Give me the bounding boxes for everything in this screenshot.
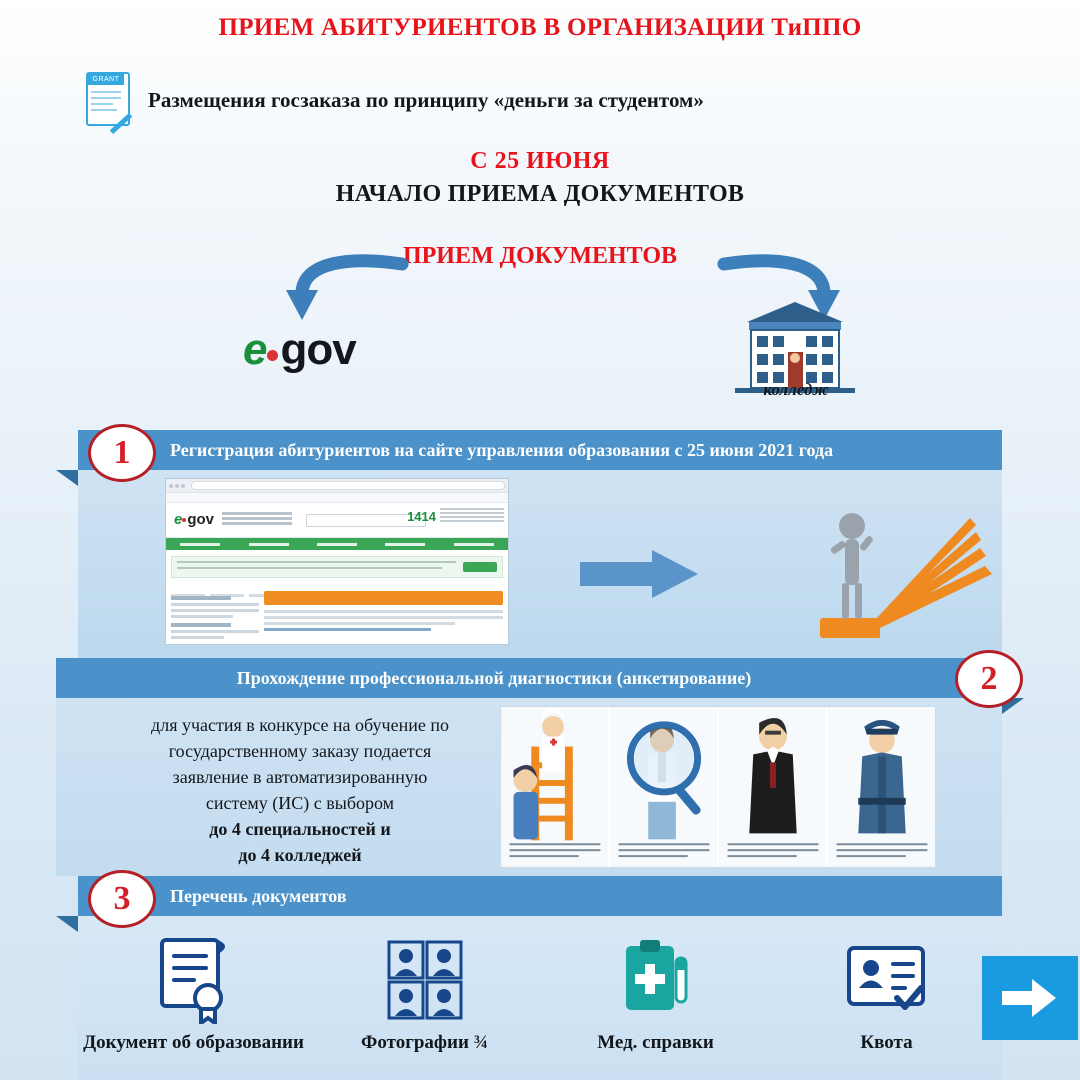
- site-nav-item[interactable]: [454, 543, 494, 546]
- egov-logo-dot: [267, 350, 278, 361]
- site-content: [264, 591, 503, 645]
- profession-card-businessman: [719, 707, 828, 867]
- browser-back-icon[interactable]: [169, 484, 173, 488]
- browser-forward-icon[interactable]: [175, 484, 179, 488]
- site-header-links[interactable]: [440, 508, 504, 524]
- site-nav-item[interactable]: [249, 543, 289, 546]
- egov-logo[interactable]: [243, 325, 356, 375]
- site-logo-e: e: [174, 511, 183, 528]
- document-item-medical: [540, 930, 771, 1080]
- profession-card-police: [828, 707, 935, 867]
- browser-tab-strip[interactable]: [166, 493, 508, 503]
- site-notice-button[interactable]: [463, 562, 497, 572]
- site-main-area: [171, 591, 503, 645]
- profession-card-doctor: [610, 707, 719, 867]
- site-logo-dot: [182, 518, 186, 522]
- step-2-banner: [56, 658, 1002, 698]
- page-title: ПРИЕМ АБИТУРИЕНТОВ В ОРГАНИЗАЦИИ ТиППО: [218, 14, 862, 41]
- site-hotline: [407, 509, 436, 524]
- document-label-quota: Квота: [860, 1032, 913, 1053]
- step-2-line-4: систему (ИС) с выбором: [205, 793, 395, 814]
- profession-card-nurse: [501, 707, 610, 867]
- id-card-icon: [841, 936, 933, 1024]
- site-egov-logo[interactable]: [174, 511, 214, 528]
- egov-website-screenshot[interactable]: [165, 478, 509, 645]
- site-breadcrumb[interactable]: [171, 584, 503, 588]
- browser-reload-icon[interactable]: [181, 484, 185, 488]
- grant-badge-label: GRANT: [88, 74, 124, 85]
- start-date-subtitle: НАЧАЛО ПРИЕМА ДОКУМЕНТОВ: [335, 181, 745, 207]
- site-hotline-number: 1414: [407, 509, 436, 524]
- diploma-icon: [148, 936, 240, 1024]
- step-3-banner-tail: [56, 916, 78, 932]
- step-1-banner-tail: [56, 470, 78, 486]
- document-label-education: Документ об образовании: [83, 1032, 304, 1053]
- grant-document-icon: [82, 70, 134, 130]
- site-nav-item[interactable]: [317, 543, 357, 546]
- accept-documents-title: ПРИЕМ ДОКУМЕНТОВ: [402, 243, 678, 269]
- document-item-education: [78, 930, 309, 1080]
- document-label-medical: Мед. справки: [597, 1032, 714, 1053]
- documents-list: [78, 930, 1002, 1080]
- step-2-line-2: государственному заказу подается: [168, 741, 432, 762]
- medical-certificate-icon: [610, 936, 702, 1024]
- arrow-right-icon: [1002, 977, 1058, 1019]
- document-item-quota: [771, 930, 1002, 1080]
- photos-icon: [379, 936, 471, 1024]
- site-header: [166, 503, 508, 538]
- browser-url-bar[interactable]: [166, 479, 508, 493]
- site-order-service-button[interactable]: [264, 591, 503, 605]
- document-item-photos: [309, 930, 540, 1080]
- career-choice-illustration: [780, 500, 995, 640]
- next-button[interactable]: [982, 956, 1078, 1040]
- step-2-description: [110, 712, 490, 869]
- step-2-number: 2: [955, 650, 1023, 708]
- browser-address-input[interactable]: [191, 481, 505, 490]
- site-nav-item[interactable]: [180, 543, 220, 546]
- egov-logo-e: e: [243, 325, 267, 374]
- site-logo-gov: gov: [187, 511, 215, 528]
- site-notice-banner: [171, 556, 503, 578]
- step-3-banner-label: Перечень документов: [170, 885, 347, 906]
- site-main-nav[interactable]: [166, 538, 508, 550]
- site-nav-item[interactable]: [385, 543, 425, 546]
- start-date: С 25 ИЮНЯ: [470, 148, 610, 174]
- grant-row: [82, 70, 704, 130]
- blue-arrow-icon: [580, 548, 700, 600]
- step-2-line-3: заявление в автоматизированную: [172, 767, 428, 788]
- step-2-banner-label: Прохождение профессиональной диагностики (анкетирование): [236, 667, 752, 688]
- grant-text: Размещения госзаказа по принципу «деньги за студентом»: [148, 87, 704, 112]
- step-1-banner: [78, 430, 1002, 470]
- college-label: колледж: [763, 380, 829, 399]
- step-2-line-1: для участия в конкурсе на обучение по: [151, 715, 449, 735]
- step-3-number: 3: [88, 870, 156, 928]
- step-2-highlight-colleges: до 4 колледжей: [238, 845, 362, 866]
- step-1-number: 1: [88, 424, 156, 482]
- egov-logo-gov: gov: [280, 325, 356, 374]
- site-ministry-text: [222, 512, 292, 527]
- arrow-to-egov-icon: [280, 248, 410, 328]
- document-label-photos: Фотографии ¾: [361, 1032, 488, 1053]
- start-date-block: [0, 148, 1080, 208]
- step-2-highlight-specialities: до 4 специальностей и: [209, 819, 391, 840]
- site-sidebar[interactable]: [171, 591, 259, 645]
- step-3-banner: [78, 876, 1002, 916]
- professions-illustration: [500, 706, 936, 868]
- step-1-banner-label: Регистрация абитуриентов на сайте управления образования с 25 июня 2021 года: [170, 439, 834, 460]
